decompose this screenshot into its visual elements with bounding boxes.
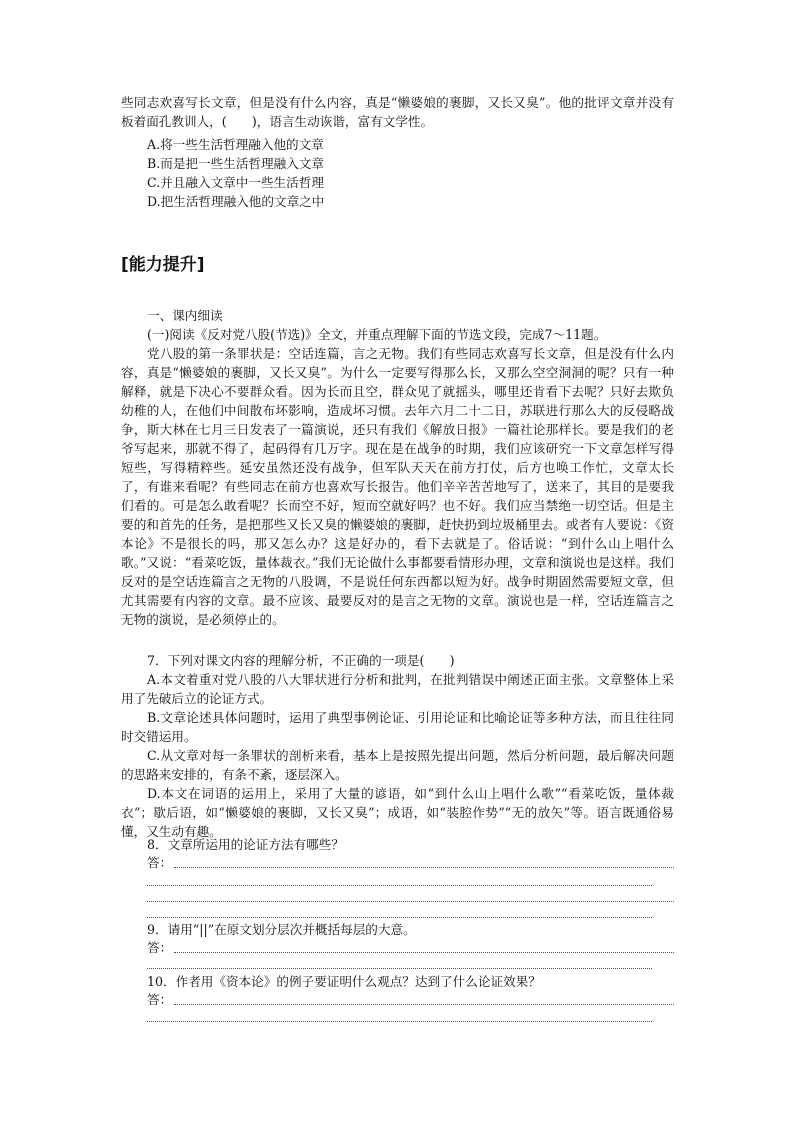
answer-label: 答： (147, 992, 173, 1007)
top-passage: 些同志欢喜写长文章，但是没有什么内容，真是“懒婆娘的裹脚，又长又臭”。他的批评文章并没有板着面孔教训人，( )，语言生动诙谐，富有文学性。 (121, 95, 674, 129)
q7-option-c: C.从文章对每一条罪状的剖析来看，基本上是按照先提出问题，然后分析问题，最后解决问题的思路来安排的，有条不紊，逐层深入。 (121, 748, 674, 782)
prev-option-c: C.并且融入文章中一些生活哲理 (147, 175, 324, 190)
q9-answer-line-1[interactable] (147, 938, 674, 957)
q7-stem: 7．下列对课文内容的理解分析，不正确的一项是( ) (147, 653, 455, 668)
q9-answer-line-2[interactable] (147, 968, 652, 969)
q8-answer-line-4[interactable] (147, 917, 652, 918)
dotted-rule (174, 952, 674, 953)
passage: 党八股的第一条罪状是：空话连篇，言之无物。我们有些同志欢喜写长文章，但是没有什么内容，真是“懒婆娘的裹脚，又长又臭”。为什么一定要写得那么长，又那么空空洞洞的呢？只有一种解释，就是下决心不要群众看。因为长而且空，群众见了就摇头，哪里还肯看下去呢？只好去欺负幼稚的人，在他们中间散布坏影响，造成坏习惯。去年六月二十二日，苏联进行那么大的反侵略战争，斯大林在七月三日发表了一篇演说，还只有我们《解放日报》一篇社论那样长。要是我们的老爷写起来，那就不得了，起码得有几万字。现在是在战争的时期，我们应该研究一下文章怎样写得短些，写得精粹些。延安虽然还没有战争，但军队天天在前方打仗，后方也唤工作忙，文章太长了，有谁来看呢？有些同志在前方也喜欢写长报告。他们辛辛苦苦地写了，送来了，其目的是要我们看的。可是怎么敢看呢？长而空不好，短而空就好吗？也不好。我们应当禁绝一切空话。但是主要的和首先的任务，是把那些又长又臭的懒婆娘的裹脚，赶快扔到垃圾桶里去。或者有人要说：《资本论》不是很长的吗，那又怎么办？这是好办的，看下去就是了。俗话说：“到什么山上唱什么歌。”又说：“看菜吃饭，量体裁衣。”我们无论做什么事都要看情形办理，文章和演说也是这样。我们反对的是空话连篇言之无物的八股调，不是说任何东西都以短为好。战争时期固然需要短文章，但尤其需要有内容的文章。最不应该、最要反对的是言之无物的文章。演说也是一样，空话连篇言之无物的演说，是必须停止的。 (121, 346, 674, 627)
q10-answer-line-1[interactable] (147, 990, 674, 1009)
q7-option-d: D.本文在词语的运用上，采用了大量的谚语，如“到什么山上唱什么歌”“看菜吃饭，量体裁衣”；歇后语，如“懒婆娘的裹脚，又长又臭”；成语，如“装腔作势”“无的放矢”等。语言既通俗易懂，又生动有趣。 (121, 786, 674, 839)
dotted-rule (174, 1004, 674, 1005)
answer-label: 答： (147, 940, 173, 955)
q8-answer-line-1[interactable] (147, 853, 674, 872)
q7-option-a: A.本文着重对党八股的八大罪状进行分析和批判，在批判错误中阐述正面主张。文章整体上采用了先破后立的论证方式。 (121, 672, 674, 706)
q8-stem: 8．文章所运用的论证方法有哪些？ (147, 837, 344, 852)
prev-option-b: B.而是把一些生活哲理融入文章 (147, 156, 324, 171)
q10-answer-line-2[interactable] (147, 1021, 652, 1022)
q7-option-b: B.文章论述具体问题时，运用了典型事例论证、引用论证和比喻论证等多种方法，而且往往同时交错运用。 (121, 710, 674, 744)
section-heading: [能力提升] (121, 255, 205, 275)
prev-option-d: D.把生活哲理融入他的文章之中 (147, 194, 325, 209)
q8-answer-line-3[interactable] (147, 901, 674, 902)
q9-stem: 9．请用“||”在原文划分层次并概括每层的大意。 (147, 922, 416, 937)
reading-intro: (一)阅读《反对党八股(节选)》全文，并重点理解下面的节选文段，完成7～11题。 (147, 327, 607, 342)
prev-option-a: A.将一些生活哲理融入他的文章 (147, 137, 324, 152)
part-title: 一、课内细读 (147, 308, 223, 323)
dotted-rule (174, 867, 674, 868)
answer-label: 答： (147, 855, 173, 870)
q8-answer-line-2[interactable] (147, 885, 652, 886)
q10-stem: 10．作者用《资本论》的例子要证明什么观点？达到了什么论证效果？ (147, 974, 541, 989)
